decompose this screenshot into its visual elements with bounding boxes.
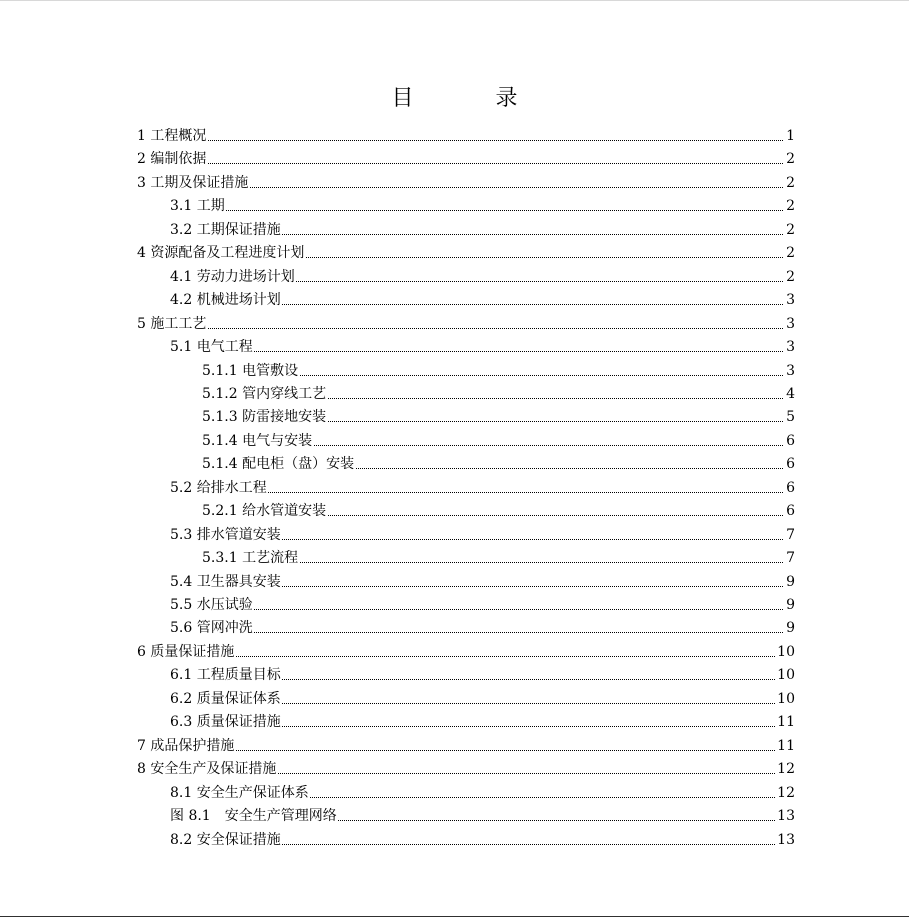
toc-entry-page: 4 [785,383,795,405]
toc-entry[interactable] [0,641,909,663]
toc-entry-label: 5.2 给排水工程 [170,477,268,499]
toc-entry[interactable] [0,266,909,288]
toc-entry[interactable] [0,172,909,194]
toc-entry-page: 2 [785,266,795,288]
toc-entry-page: 6 [785,500,795,522]
toc-entry[interactable] [0,547,909,569]
toc-entry-label: 5 施工工艺 [137,313,207,335]
bottom-border [0,916,909,917]
toc-entry-label: 2 编制依据 [137,148,207,170]
toc-entry[interactable] [0,477,909,499]
toc-entry[interactable] [0,805,909,827]
toc-entry-label: 4.1 劳动力进场计划 [170,266,296,288]
toc-entry-page: 11 [776,735,795,757]
toc-entry-label: 5.1.4 配电柜（盘）安装 [202,453,355,475]
toc-entry-label: 6.1 工程质量目标 [170,664,282,686]
toc-entry[interactable] [0,195,909,217]
toc-entry[interactable] [0,758,909,780]
toc-entry-page: 7 [785,524,795,546]
toc-entry[interactable] [0,617,909,639]
toc-entry-label: 6.2 质量保证体系 [170,688,282,710]
toc-entry-page: 9 [785,571,795,593]
toc-entry[interactable] [0,148,909,170]
toc-entry[interactable] [0,594,909,616]
toc-entry-page: 11 [776,711,795,733]
toc-entry-label: 5.1.2 管内穿线工艺 [202,383,327,405]
toc-entry-label: 图 8.1 安全生产管理网络 [170,805,338,827]
toc-entry[interactable] [0,125,909,147]
toc-entry-page: 2 [785,242,795,264]
toc-entry-label: 8.1 安全生产保证体系 [170,782,310,804]
toc-entry[interactable] [0,735,909,757]
toc-entry-label: 4.2 机械进场计划 [170,289,282,311]
toc-entry[interactable] [0,664,909,686]
toc-entry-page: 6 [785,430,795,452]
toc-entry[interactable] [0,242,909,264]
toc-dot-leader [137,328,783,329]
toc-entry-page: 13 [776,805,795,827]
toc-entry-page: 7 [785,547,795,569]
toc-dot-leader [170,632,783,633]
toc-entry[interactable] [0,219,909,241]
toc-entry[interactable] [0,571,909,593]
toc-entry-label: 6 质量保证措施 [137,641,235,663]
toc-entry-page: 13 [776,829,795,851]
toc-entry-page: 3 [785,313,795,335]
toc-entry-page: 3 [785,336,795,358]
toc-entry-page: 6 [785,453,795,475]
toc-entry-label: 1 工程概况 [137,125,207,147]
toc-dot-leader [170,210,783,211]
toc-entry-label: 3.2 工期保证措施 [170,219,282,241]
toc-entry-page: 3 [785,289,795,311]
toc-entry-page: 2 [785,219,795,241]
toc-entry[interactable] [0,524,909,546]
toc-entry-label: 5.3.1 工艺流程 [202,547,299,569]
toc-entry[interactable] [0,360,909,382]
toc-dot-leader [170,351,783,352]
toc-entry-page: 1 [785,125,795,147]
toc-entry-page: 6 [785,477,795,499]
toc-entry[interactable] [0,453,909,475]
toc-entry[interactable] [0,829,909,851]
toc-entry-label: 4 资源配备及工程进度计划 [137,242,305,264]
toc-entry-page: 2 [785,172,795,194]
toc-entry-page: 3 [785,360,795,382]
toc-entry-label: 5.1.1 电管敷设 [202,360,299,382]
toc-entry-page: 10 [776,641,795,663]
toc-entry-label: 5.6 管网冲洗 [170,617,254,639]
toc-entry-label: 3.1 工期 [170,195,226,217]
toc-entry-label: 3 工期及保证措施 [137,172,249,194]
toc-entry-page: 2 [785,195,795,217]
toc-entry-page: 2 [785,148,795,170]
toc-entry-label: 5.2.1 给水管道安装 [202,500,327,522]
toc-entry-label: 5.3 排水管道安装 [170,524,282,546]
toc-entry-label: 7 成品保护措施 [137,735,235,757]
toc-entry[interactable] [0,383,909,405]
toc-entry-label: 5.1.4 电气与安装 [202,430,313,452]
toc-dot-leader [137,140,783,141]
toc-entry-label: 5.5 水压试验 [170,594,254,616]
toc-entry[interactable] [0,289,909,311]
toc-entry[interactable] [0,406,909,428]
toc-entry-label: 8.2 安全保证措施 [170,829,282,851]
toc-entry-label: 5.1 电气工程 [170,336,254,358]
toc-entry-page: 12 [776,758,795,780]
toc-entry[interactable] [0,336,909,358]
toc-entry[interactable] [0,430,909,452]
toc-entry[interactable] [0,313,909,335]
top-border [0,0,909,1]
toc-entry-page: 10 [776,664,795,686]
toc-entry[interactable] [0,688,909,710]
toc-entry-label: 6.3 质量保证措施 [170,711,282,733]
toc-entry-page: 12 [776,782,795,804]
toc-title: 目 录 [391,86,548,111]
toc-dot-leader [137,163,783,164]
toc-entry-label: 8 安全生产及保证措施 [137,758,277,780]
toc-entry-page: 9 [785,617,795,639]
toc-entry[interactable] [0,782,909,804]
toc-entry[interactable] [0,711,909,733]
toc-entry-page: 9 [785,594,795,616]
toc-entry-page: 10 [776,688,795,710]
toc-entry-page: 5 [785,406,795,428]
toc-entry-label: 5.1.3 防雷接地安装 [202,406,327,428]
toc-dot-leader [170,609,783,610]
toc-entry-label: 5.4 卫生器具安装 [170,571,282,593]
toc-entry[interactable] [0,500,909,522]
